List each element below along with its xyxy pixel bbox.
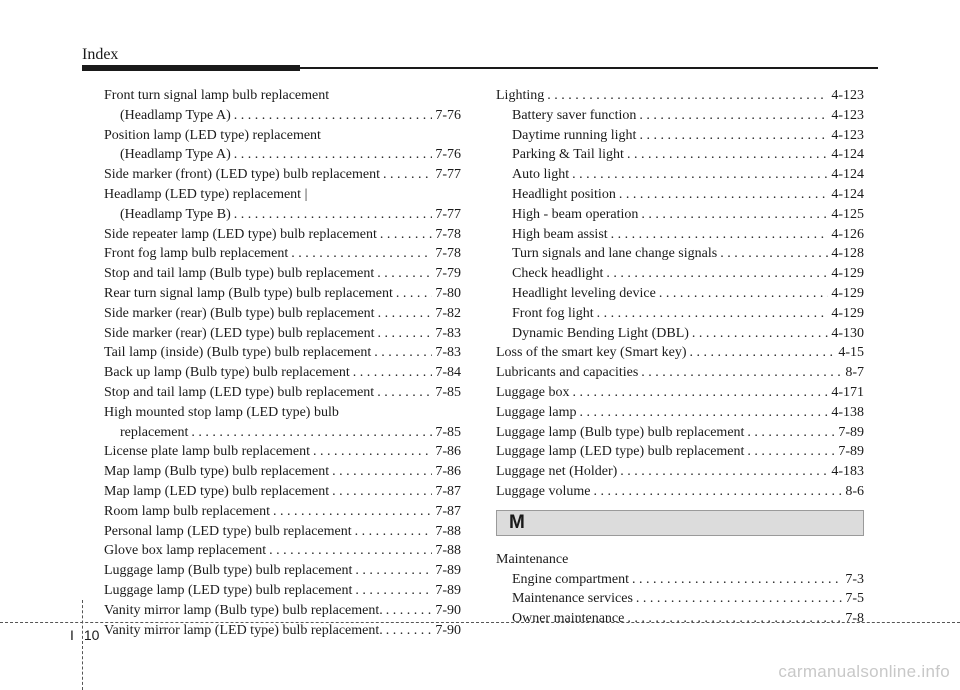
index-entry-line (104, 126, 461, 146)
index-entry-page: 7-89 (435, 582, 461, 598)
index-entry (104, 621, 461, 641)
dot-leader (266, 541, 432, 561)
index-entry-text: (Headlamp Type A) (120, 147, 231, 163)
index-entry-line (104, 343, 461, 363)
index-entry-text: Dynamic Bending Light (DBL) (512, 325, 689, 341)
index-entry-page: 4-126 (831, 226, 864, 242)
index-entry-line (496, 609, 864, 629)
dot-leader (624, 609, 842, 629)
dot-leader (375, 304, 433, 324)
index-entry-text: Headlight position (512, 186, 616, 202)
dot-leader (616, 185, 829, 205)
index-entry-text: Owner maintenance (512, 611, 625, 627)
dot-leader (350, 363, 433, 383)
index-entry-line (104, 502, 461, 522)
dot-leader (608, 225, 829, 245)
dot-leader (270, 502, 432, 522)
index-entry (496, 462, 864, 482)
dot-leader (656, 284, 828, 304)
index-entry-page: 7-85 (435, 384, 461, 400)
index-entry-line (104, 403, 461, 423)
index-entry-line (104, 284, 461, 304)
index-entry (496, 423, 864, 443)
index-entry-page: 7-82 (435, 305, 461, 321)
dot-leader (393, 284, 432, 304)
dot-leader (687, 343, 836, 363)
index-entry (496, 165, 864, 185)
index-entry (104, 304, 461, 324)
index-entry (496, 343, 864, 363)
index-entry-line (104, 581, 461, 601)
index-entry-text: Room lamp bulb replacement (104, 503, 271, 519)
index-entry-text: Lubricants and capacities (496, 365, 639, 381)
index-entry-text: Luggage lamp (LED type) bulb replacement (104, 582, 353, 598)
index-entry-text: Loss of the smart key (Smart key) (496, 345, 687, 361)
dot-leader (569, 165, 828, 185)
index-entry-page: 4-130 (831, 325, 864, 341)
dot-leader (310, 442, 432, 462)
index-entry (104, 264, 461, 284)
dot-leader (594, 304, 829, 324)
index-entry-page: 7-80 (435, 285, 461, 301)
header-rule-thick (82, 65, 300, 71)
index-entry-line (104, 601, 461, 621)
index-entry-line (496, 343, 864, 363)
index-entry-text: Stop and tail lamp (LED type) bulb replacement (104, 384, 375, 400)
index-entry-line (104, 482, 461, 502)
index-entry-line (496, 244, 864, 264)
index-entry-text: Turn signals and lane change signals (512, 246, 718, 262)
dot-leader (375, 324, 433, 344)
index-entry (104, 383, 461, 403)
index-entry (496, 570, 864, 590)
dot-leader (231, 205, 433, 225)
index-entry-page: 4-171 (831, 384, 864, 400)
index-entry-text: Side marker (front) (LED type) bulb replacement (104, 167, 381, 183)
index-entry-text: Luggage lamp (Bulb type) bulb replacement (496, 424, 745, 440)
dot-leader (377, 225, 432, 245)
index-entry-text: Parking & Tail light (512, 147, 624, 163)
footer-divider-vertical (82, 600, 83, 690)
index-entry-text: Side repeater lamp (LED type) bulb replacement (104, 226, 377, 242)
dot-leader (380, 165, 432, 185)
index-entry (496, 324, 864, 344)
page-number (70, 627, 99, 643)
index-entry (104, 284, 461, 304)
index-entry-text: Back up lamp (Bulb type) bulb replacement (104, 365, 350, 381)
index-entry-line (496, 403, 864, 423)
index-entry (496, 550, 864, 570)
index-entry-line (496, 86, 864, 106)
index-entry-text: Map lamp (LED type) bulb replacement (104, 483, 330, 499)
index-entry (104, 363, 461, 383)
index-entry-line (104, 561, 461, 581)
footer-divider-horizontal (0, 622, 960, 623)
index-entry-line (496, 304, 864, 324)
index-entry (104, 541, 461, 561)
index-entry-line (496, 145, 864, 165)
index-entry-line (104, 383, 461, 403)
index-entry-page: 7-87 (435, 503, 461, 519)
dot-leader (633, 589, 842, 609)
index-entry-text: Tail lamp (inside) (Bulb type) bulb replacement (104, 345, 372, 361)
dot-leader (689, 324, 828, 344)
index-entry-line (104, 244, 461, 264)
index-entry-page: 7-84 (435, 365, 461, 381)
index-entry-line (496, 205, 864, 225)
index-entry-text: (Headlamp Type A) (120, 107, 231, 123)
index-entry-line (104, 324, 461, 344)
index-entry-text: Auto light (512, 167, 570, 183)
page-num: 10 (83, 627, 100, 643)
index-entry-text: Side marker (rear) (LED type) bulb replacement (104, 325, 375, 341)
index-entry (496, 363, 864, 383)
index-entry (104, 462, 461, 482)
dot-leader (638, 205, 828, 225)
index-entry-page: 4-124 (831, 147, 864, 163)
index-entry-text: Front fog lamp bulb replacement (104, 246, 289, 262)
index-entry-line (104, 522, 461, 542)
index-entry (104, 522, 461, 542)
index-entry-line (104, 363, 461, 383)
index-entry (496, 284, 864, 304)
index-entry-text: Luggage lamp (496, 404, 577, 420)
dot-leader (744, 423, 835, 443)
index-entry-page: 4-128 (831, 246, 864, 262)
index-entry-text: Luggage lamp (LED type) bulb replacement (496, 444, 745, 460)
index-entry-line (496, 589, 864, 609)
index-entry (104, 86, 461, 126)
dot-leader (188, 423, 432, 443)
index-entry-line (496, 383, 864, 403)
index-entry-text: Check headlight (512, 266, 604, 282)
index-entry-line (496, 550, 864, 570)
dot-leader (717, 244, 828, 264)
index-entry-page: 7-78 (435, 226, 461, 242)
index-entry (104, 482, 461, 502)
index-entry-page: 7-89 (838, 444, 864, 460)
index-entry-line (496, 225, 864, 245)
dot-leader (288, 244, 432, 264)
index-entry-page: 7-5 (845, 591, 864, 607)
index-entry (496, 205, 864, 225)
dot-leader (352, 561, 432, 581)
dot-leader (374, 264, 432, 284)
index-entry-page: 4-125 (831, 206, 864, 222)
index-entry-line (104, 86, 461, 106)
index-entry-page: 7-78 (435, 246, 461, 262)
index-entry (496, 609, 864, 629)
index-entry (496, 126, 864, 146)
index-entry-page: 4-124 (831, 167, 864, 183)
index-entry (104, 165, 461, 185)
dot-leader (629, 570, 842, 590)
index-entry (104, 581, 461, 601)
index-entry-page: 8-6 (845, 483, 864, 499)
page-section: I (70, 627, 74, 643)
index-entry-page: 4-129 (831, 305, 864, 321)
index-entry-page: 7-77 (435, 167, 461, 183)
index-entry-text: Glove box lamp replacement (104, 543, 267, 559)
dot-leader (383, 621, 433, 641)
index-entry-page: 7-86 (435, 464, 461, 480)
index-entry-text: replacement (120, 424, 189, 440)
index-entry (496, 264, 864, 284)
index-entry-page: 7-8 (845, 611, 864, 627)
dot-leader (231, 106, 433, 126)
index-entry-page: 7-90 (435, 622, 461, 638)
index-column-left (104, 86, 461, 640)
index-entry-line (496, 264, 864, 284)
index-entry-line (104, 185, 461, 205)
index-entry-text: Headlamp (LED type) replacement | (104, 186, 308, 202)
index-entry-page: 7-79 (435, 266, 461, 282)
index-entry (496, 244, 864, 264)
index-entry (496, 225, 864, 245)
index-entry (104, 185, 461, 225)
index-entry-line (104, 145, 461, 165)
index-entry-text: Battery saver function (512, 107, 637, 123)
index-entry (104, 601, 461, 621)
index-entry-text: Luggage lamp (Bulb type) bulb replacement (104, 563, 353, 579)
index-entry-line (104, 462, 461, 482)
index-entry (104, 502, 461, 522)
index-entry-page: 7-3 (845, 571, 864, 587)
index-entry-text: Lighting (496, 88, 545, 103)
index-entry (496, 403, 864, 423)
dot-leader (374, 383, 432, 403)
index-entry (104, 343, 461, 363)
index-entry (496, 442, 864, 462)
index-entry-page: 4-183 (831, 464, 864, 480)
index-entry-page: 4-138 (831, 404, 864, 420)
index-entry-page: 7-86 (435, 444, 461, 460)
index-entry-text: Maintenance services (512, 591, 633, 607)
index-entry-page: 4-15 (838, 345, 864, 361)
dot-leader (624, 145, 828, 165)
index-entry-text: Daytime running light (512, 127, 637, 143)
index-entry (496, 482, 864, 502)
index-entry-line (496, 423, 864, 443)
index-entry (104, 225, 461, 245)
dot-leader (544, 86, 828, 106)
index-entry-line (104, 304, 461, 324)
index-entry-text: Map lamp (Bulb type) bulb replacement (104, 464, 330, 480)
index-entry-line (496, 165, 864, 185)
index-entry-text: Vanity mirror lamp (LED type) bulb replacement. (104, 622, 383, 638)
index-entry-text: Vanity mirror lamp (Bulb type) bulb replacement. (104, 602, 383, 618)
dot-leader (329, 482, 432, 502)
dot-leader (636, 106, 828, 126)
index-entry-text: Stop and tail lamp (Bulb type) bulb replacement (104, 266, 375, 282)
index-entry-text: Luggage volume (496, 483, 591, 499)
index-entry-line (496, 570, 864, 590)
index-entry-line (104, 106, 461, 126)
index-entry (496, 86, 864, 106)
index-entry-line (496, 482, 864, 502)
index-entry-page: 4-123 (831, 88, 864, 103)
index-list-m (496, 550, 864, 629)
index-entry-page: 4-124 (831, 186, 864, 202)
index-entry-line (496, 126, 864, 146)
dot-leader (744, 442, 835, 462)
index-list-l (496, 86, 864, 502)
index-entry-line (104, 621, 461, 641)
section-header-m (496, 510, 864, 536)
index-entry-text: High beam assist (512, 226, 608, 242)
index-entry (496, 589, 864, 609)
index-entry (496, 383, 864, 403)
dot-leader (383, 601, 433, 621)
index-entry-text: Front turn signal lamp bulb replacement (104, 88, 330, 103)
index-entry-text: Personal lamp (LED type) bulb replacement (104, 523, 352, 539)
index-entry (496, 185, 864, 205)
index-entry-line (104, 442, 461, 462)
index-entry-line (496, 185, 864, 205)
index-entry-page: 8-7 (845, 365, 864, 381)
index-entry-page: 7-89 (838, 424, 864, 440)
index-entry-page: 7-83 (435, 325, 461, 341)
index-entry-line (104, 205, 461, 225)
index-entry (496, 304, 864, 324)
index-entry-line (104, 541, 461, 561)
dot-leader (371, 343, 432, 363)
index-entry-line (496, 106, 864, 126)
index-entry-text: Luggage net (Holder) (496, 464, 618, 480)
index-entry-text: Maintenance (496, 551, 569, 567)
index-entry-text: High mounted stop lamp (LED type) bulb (104, 404, 339, 420)
dot-leader (590, 482, 842, 502)
dot-leader (569, 383, 828, 403)
index-entry (496, 106, 864, 126)
index-entry-text: Side marker (rear) (Bulb type) bulb replacement (104, 305, 375, 321)
index-entry-page: 7-85 (435, 424, 461, 440)
index-entry (496, 145, 864, 165)
index-entry-line (104, 423, 461, 443)
dot-leader (603, 264, 828, 284)
index-entry (104, 324, 461, 344)
index-entry-line (496, 462, 864, 482)
index-entry (104, 403, 461, 443)
dot-leader (231, 145, 433, 165)
index-entry-page: 7-90 (435, 602, 461, 618)
index-entry-page: 4-129 (831, 285, 864, 301)
index-entry-text: Front fog light (512, 305, 594, 321)
dot-leader (352, 522, 433, 542)
index-entry-page: 7-89 (435, 563, 461, 579)
index-entry-text: Luggage box (496, 384, 570, 400)
dot-leader (576, 403, 828, 423)
index-entry-line (496, 363, 864, 383)
index-entry-line (104, 264, 461, 284)
dot-leader (617, 462, 828, 482)
index-entry-line (496, 324, 864, 344)
page-title: Index (82, 46, 119, 63)
dot-leader (352, 581, 432, 601)
index-entry-page: 7-88 (435, 543, 461, 559)
index-column-right (496, 86, 864, 629)
index-entry (104, 561, 461, 581)
index-entry-page: 4-123 (831, 127, 864, 143)
index-entry-page: 7-88 (435, 523, 461, 539)
index-entry (104, 442, 461, 462)
index-entry-text: Headlight leveling device (512, 285, 656, 301)
section-letter: M (509, 511, 525, 533)
index-entry-text: (Headlamp Type B) (120, 206, 231, 222)
index-entry (104, 244, 461, 264)
index-entry-line (496, 442, 864, 462)
header-rule-thin (300, 67, 878, 69)
index-entry-text: License plate lamp bulb replacement (104, 444, 311, 460)
index-entry-page: 7-83 (435, 345, 461, 361)
index-entry-page: 7-77 (435, 206, 461, 222)
index-entry-line (104, 225, 461, 245)
index-entry-text: Engine compartment (512, 571, 630, 587)
index-entry-text: High - beam operation (512, 206, 639, 222)
index-entry-page: 7-76 (435, 107, 461, 123)
index-entry-page: 4-129 (831, 266, 864, 282)
index-entry-line (104, 165, 461, 185)
index-entry-page: 7-76 (435, 147, 461, 163)
dot-leader (638, 363, 842, 383)
watermark-text: carmanualsonline.info (778, 662, 950, 681)
index-entry (104, 126, 461, 166)
index-entry-line (496, 284, 864, 304)
dot-leader (636, 126, 828, 146)
index-entry-page: 7-87 (435, 483, 461, 499)
dot-leader (329, 462, 432, 482)
index-entry-page: 4-123 (831, 107, 864, 123)
index-entry-text: Rear turn signal lamp (Bulb type) bulb replacement (104, 285, 393, 301)
index-entry-text: Position lamp (LED type) replacement (104, 127, 321, 143)
